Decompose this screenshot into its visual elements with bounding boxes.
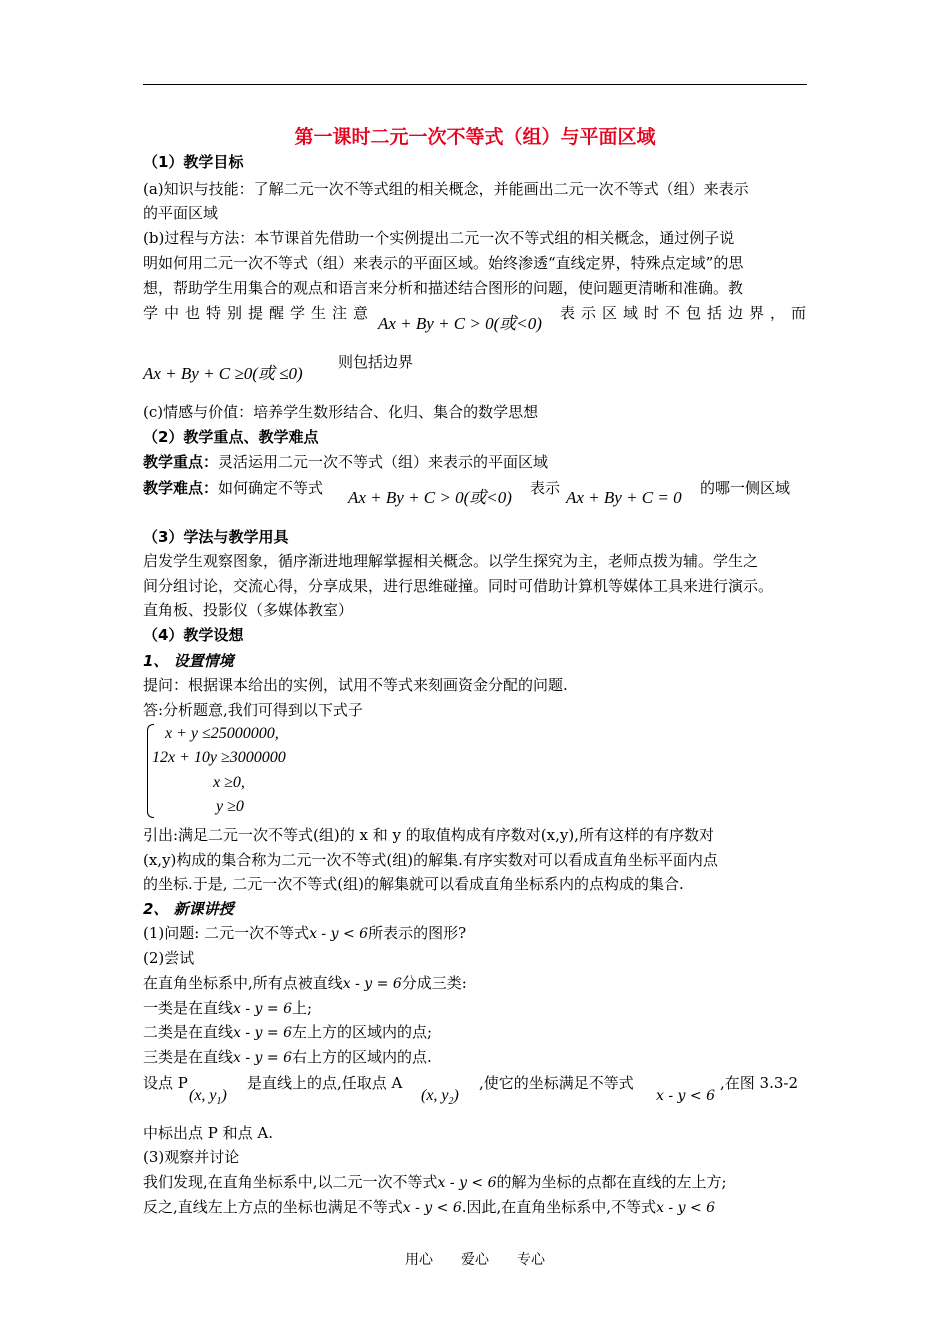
point-p-coord: (x, $y_1$)	[189, 1087, 227, 1108]
classify-tail: 分成三类:	[401, 974, 467, 992]
condition-formula: x - y < 6	[656, 1088, 715, 1104]
observe-line1-text: 我们发现,在直角坐标系中,以二元一次不等式	[143, 1173, 438, 1191]
lead-line3: 的坐标.于是, 二元一次不等式(组)的解集就可以看成直角坐标系内的点构成的集合.	[143, 875, 684, 893]
point-a-coord: (x, $y_2$)	[421, 1087, 459, 1108]
lead-line2: (x,y)构成的集合称为二元一次不等式(组)的解集.有序实数对可以看成直角坐标平面内点	[143, 851, 718, 869]
footer-word-2: 爱心	[461, 1252, 489, 1268]
point-p-text: 设点 P	[143, 1074, 188, 1092]
observe-heading: (3)观察并讨论	[143, 1148, 240, 1166]
class-3-line	[143, 1047, 432, 1068]
goal-a-line1: (a)知识与技能：了解二元一次不等式组的相关概念，并能画出二元一次不等式（组）来表示	[143, 180, 749, 198]
class-2-text: 二类是在直线	[143, 1023, 234, 1041]
observe-line2	[143, 1197, 715, 1218]
class-1-formula: x - y = 6	[233, 1001, 292, 1017]
problem-formula: x - y < 6	[309, 926, 369, 942]
footer-word-3: 专心	[517, 1252, 545, 1268]
class-2-tail: 左上方的区域内的点;	[292, 1023, 433, 1041]
key-point-label: 教学重点：	[143, 453, 219, 471]
section-1-heading: （1）教学目标	[143, 153, 244, 171]
class-3-tail: 右上方的区域内的点.	[292, 1048, 432, 1066]
subsection-1-heading: 1、 设置情境	[143, 652, 234, 670]
section-2-heading: （2）教学重点、教学难点	[143, 428, 319, 446]
difficulty-line	[143, 478, 323, 498]
question-line: 提问：根据课本给出的实例，试用不等式来刻画资金分配的问题.	[143, 676, 568, 694]
difficulty-text: 如何确定不等式	[218, 479, 324, 497]
observe-line1	[143, 1172, 727, 1193]
key-point-text: 灵活运用二元一次不等式（组）来表示的平面区域	[218, 453, 549, 471]
point-p-coord-sub: 1	[216, 1096, 222, 1108]
goal-b-line2: 明如何用二元一次不等式（组）来表示的平面区域。始终渗透“直线定界，特殊点定域”的思	[143, 254, 744, 272]
difficulty-mid-text: 表示	[530, 479, 561, 497]
page-title: 第一课时二元一次不等式（组）与平面区域	[294, 126, 656, 148]
page-footer	[0, 1249, 950, 1269]
lead-line1: 引出:满足二元一次不等式(组)的 x 和 y 的取值构成有序数对(x,y),所有这样的有序数对	[143, 826, 714, 844]
observe-line2-text: 反之,直线左上方点的坐标也满足不等式	[143, 1198, 403, 1216]
observe-line2-formula-2: x - y < 6	[656, 1200, 716, 1216]
point-p-coord-main: (x, y	[189, 1087, 217, 1104]
goal-b-line5-text: 则包括边界	[338, 353, 414, 371]
system-eq-4: y ≥0	[216, 798, 244, 815]
system-brace	[147, 724, 154, 818]
point-a-text: 是直线上的点,任取点 A	[247, 1074, 403, 1092]
system-eq-2: 12x + 10y ≥3000000	[152, 749, 286, 766]
system-eq-3: x ≥0,	[213, 774, 245, 791]
problem-line	[143, 923, 466, 944]
difficulty-tail: 的哪一侧区域	[700, 479, 791, 497]
observe-line1-formula: x - y < 6	[437, 1175, 497, 1191]
section-4-heading: （4）教学设想	[143, 626, 244, 644]
problem-tail: 所表示的图形?	[368, 924, 467, 942]
difficulty-formula-2: Ax + By + C = 0	[566, 488, 682, 507]
point-a-coord-main: (x, y	[421, 1087, 449, 1104]
class-2-formula: x - y = 6	[233, 1025, 292, 1041]
method-line1: 启发学生观察图象，循序渐进地理解掌握相关概念。以学生探究为主，老师点拨为辅。学生之	[143, 552, 759, 570]
goal-b-line4-text: 学中也特别提醒学生注意	[143, 304, 375, 322]
goal-a-line2: 的平面区域	[143, 204, 219, 222]
class-1-tail: 上;	[292, 999, 313, 1017]
class-3-formula: x - y = 6	[233, 1050, 292, 1066]
observe-line1-tail: 的解为坐标的点都在直线的左上方;	[496, 1173, 727, 1191]
goal-c-line: (c)情感与价值：培养学生数形结合、化归、集合的数学思想	[143, 403, 539, 421]
method-line3: 直角板、投影仪（多媒体教室）	[143, 601, 354, 619]
section-3-heading: （3）学法与教学用具	[143, 528, 289, 546]
mark-points-line: 中标出点 P 和点 A.	[143, 1124, 273, 1142]
class-2-line	[143, 1022, 432, 1043]
classify-text: 在直角坐标系中,所有点被直线	[143, 974, 343, 992]
observe-line2-formula: x - y < 6	[402, 1200, 462, 1216]
observe-line2-mid: .因此,在直角坐标系中,不等式	[461, 1198, 657, 1216]
key-point-line	[143, 452, 548, 472]
method-line2: 间分组讨论，交流心得，分享成果，进行思维碰撞。同时可借助计算机等媒体工具来进行演示。	[143, 577, 774, 595]
footer-word-1: 用心	[405, 1252, 433, 1268]
classify-line	[143, 973, 467, 994]
goal-b-line4-formula: Ax + By + C > 0(或<0)	[378, 314, 542, 333]
goal-b-line4-tail: 表示区域时不包括边界，而	[560, 304, 813, 322]
goal-b-line1: (b)过程与方法：本节课首先借助一个实例提出二元一次不等式组的相关概念，通过例子说	[143, 229, 735, 247]
class-1-text: 一类是在直线	[143, 999, 234, 1017]
subsection-2-heading: 2、 新课讲授	[143, 900, 234, 918]
goal-b-line5-formula: Ax + By + C ≥0(或 ≤0)	[143, 364, 303, 383]
classify-formula: x - y = 6	[342, 976, 402, 992]
difficulty-formula-1: Ax + By + C > 0(或<0)	[348, 488, 512, 507]
point-a-coord-sub: 2	[448, 1096, 454, 1108]
attempt-heading: (2)尝试	[143, 949, 195, 967]
difficulty-label: 教学难点：	[143, 479, 219, 497]
system-eq-1: x + y ≤25000000,	[165, 725, 279, 742]
class-3-text: 三类是在直线	[143, 1048, 234, 1066]
goal-b-line3: 想，帮助学生用集合的观点和语言来分析和描述结合图形的问题，使问题更清晰和准确。教	[143, 279, 744, 297]
problem-text: (1)问题: 二元一次不等式	[143, 924, 310, 942]
header-rule	[143, 84, 807, 85]
figure-ref-text: ,在图 3.3-2	[720, 1074, 799, 1092]
class-1-line	[143, 998, 312, 1019]
condition-text: ,使它的坐标满足不等式	[479, 1074, 634, 1092]
answer-line: 答:分析题意,我们可得到以下式子	[143, 701, 363, 719]
